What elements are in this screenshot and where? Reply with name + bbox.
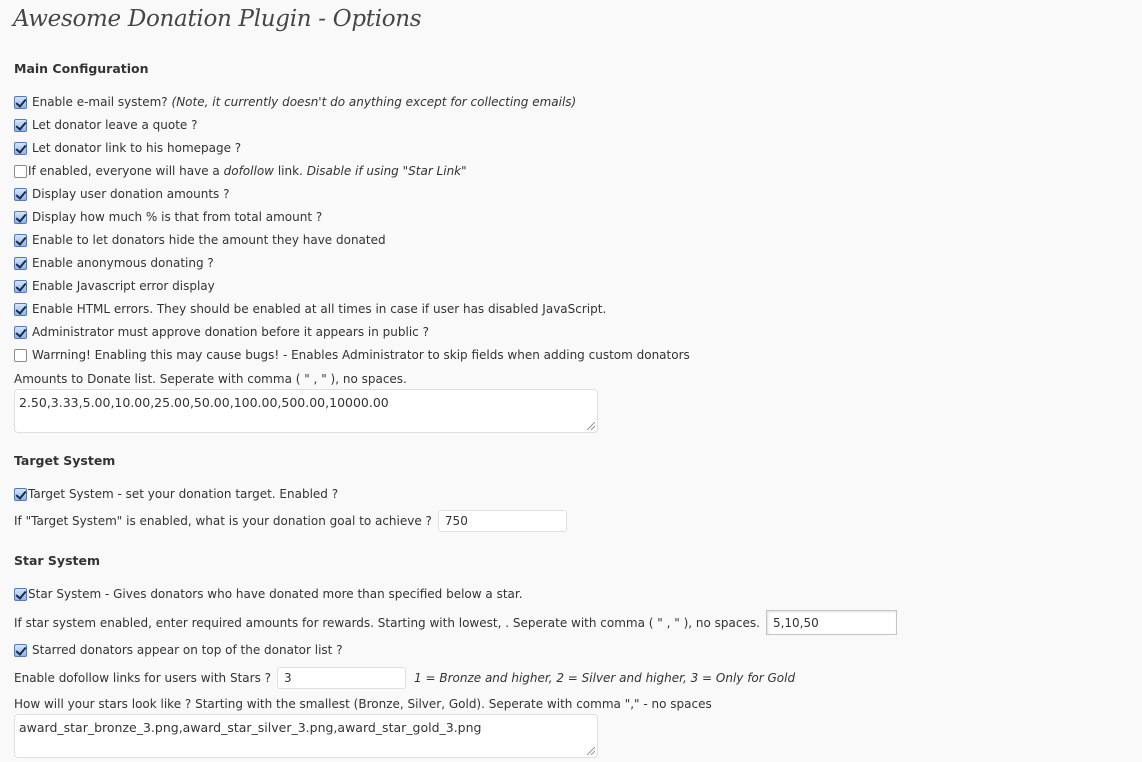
star-system-heading: Star System [14, 553, 100, 568]
html-errors-checkbox[interactable] [14, 303, 27, 316]
approve-checkbox[interactable] [14, 326, 27, 339]
display-amounts-checkbox[interactable] [14, 188, 27, 201]
target-system-heading: Target System [14, 453, 116, 468]
resize-grip-icon[interactable] [587, 422, 595, 430]
resize-grip-icon[interactable] [587, 747, 595, 755]
option-label: Let donator leave a quote ? [32, 118, 198, 132]
target-goal-row [14, 510, 567, 532]
option-label: Starred donators appear on top of the donator list ? [32, 643, 343, 657]
homepage-checkbox[interactable] [14, 142, 27, 155]
target-enable-checkbox[interactable] [14, 488, 27, 501]
star-dofollow-input[interactable]: 3 [277, 667, 406, 689]
option-email[interactable] [14, 93, 576, 111]
option-note: (Note, it currently doesn't do anything except for collecting emails) [171, 95, 577, 109]
option-percent[interactable] [14, 208, 322, 226]
option-label: Enable HTML errors. They should be enabled at all times in case if user has disabled JavaScript. [32, 302, 607, 316]
star-amounts-row [14, 610, 897, 635]
star-images-textarea[interactable] [14, 714, 598, 758]
option-label: Warrning! Enabling this may cause bugs! - Enables Administrator to skip fields when adding custom donators [32, 348, 690, 362]
star-dofollow-label: Enable dofollow links for users with Stars ? [14, 670, 272, 685]
amounts-value: 2.50,3.33,5.00,10.00,25.00,50.00,100.00,500.00,10000.00 [19, 395, 389, 410]
option-label: If enabled, everyone will have a [28, 164, 220, 178]
amounts-label: Amounts to Donate list. Seperate with comma ( " , " ), no spaces. [14, 372, 407, 386]
option-starred-top[interactable] [14, 641, 343, 659]
star-amounts-label: If star system enabled, enter required amounts for rewards. Starting with lowest, . Seperate with comma ( " , " ), no spaces. [14, 615, 760, 630]
js-errors-checkbox[interactable] [14, 280, 27, 293]
option-note: Disable if using "Star Link" [306, 164, 467, 178]
option-label: Star System - Gives donators who have donated more than specified below a star. [28, 587, 523, 601]
percent-checkbox[interactable] [14, 211, 27, 224]
star-dofollow-hint: 1 = Bronze and higher, 2 = Silver and higher, 3 = Only for Gold [414, 670, 796, 685]
option-html-errors[interactable] [14, 300, 606, 318]
option-dofollow[interactable] [14, 162, 467, 180]
option-label: Administrator must approve donation before it appears in public ? [32, 325, 429, 339]
option-label: Enable Javascript error display [32, 279, 215, 293]
star-images-value: award_star_bronze_3.png,award_star_silver_3.png,award_star_gold_3.png [19, 720, 482, 735]
option-target-enable[interactable] [14, 485, 338, 503]
option-star-enable[interactable] [14, 585, 523, 603]
option-homepage[interactable] [14, 139, 241, 157]
option-js-errors[interactable] [14, 277, 215, 295]
option-label: Enable to let donators hide the amount they have donated [32, 233, 386, 247]
option-label: Let donator link to his homepage ? [32, 141, 242, 155]
star-images-label: How will your stars look like ? Starting with the smallest (Bronze, Silver, Gold). Seperate with comma "," - no spaces [14, 697, 712, 711]
star-dofollow-row [14, 666, 795, 689]
dofollow-checkbox[interactable] [14, 165, 27, 178]
option-label: Target System - set your donation target. Enabled ? [28, 487, 339, 501]
option-label: Display how much % is that from total amount ? [32, 210, 323, 224]
page-title: Awesome Donation Plugin - Options [13, 6, 422, 32]
option-display-amounts[interactable] [14, 185, 230, 203]
starred-top-checkbox[interactable] [14, 644, 27, 657]
goal-input[interactable]: 750 [438, 510, 567, 532]
option-label: Enable e-mail system? [32, 95, 168, 109]
email-checkbox[interactable] [14, 96, 27, 109]
hide-amount-checkbox[interactable] [14, 234, 27, 247]
option-quote[interactable] [14, 116, 197, 134]
option-label-emphasis: dofollow [223, 164, 274, 178]
skip-fields-checkbox[interactable] [14, 349, 27, 362]
star-enable-checkbox[interactable] [14, 588, 27, 601]
quote-checkbox[interactable] [14, 119, 27, 132]
option-anonymous[interactable] [14, 254, 214, 272]
option-label: Enable anonymous donating ? [32, 256, 214, 270]
option-label: Display user donation amounts ? [32, 187, 230, 201]
anonymous-checkbox[interactable] [14, 257, 27, 270]
main-config-heading: Main Configuration [14, 61, 149, 76]
goal-label: If "Target System" is enabled, what is your donation goal to achieve ? [14, 514, 432, 528]
option-approve[interactable] [14, 323, 429, 341]
option-skip-fields[interactable] [14, 346, 690, 364]
amounts-textarea[interactable] [14, 389, 598, 433]
star-amounts-input[interactable]: 5,10,50 [766, 610, 897, 635]
option-label: link. [277, 164, 303, 178]
option-hide-amount[interactable] [14, 231, 386, 249]
